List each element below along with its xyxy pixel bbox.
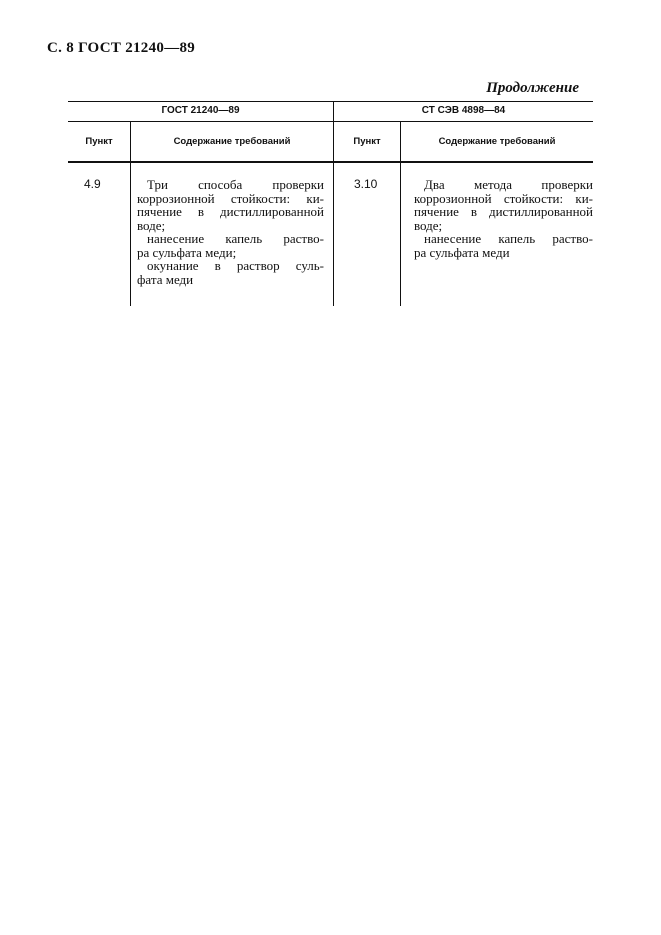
right-point-header: Пункт xyxy=(353,136,381,147)
text-line: коррозионной стойкости: ки- xyxy=(137,190,324,206)
text-line: нанесение капель раство- xyxy=(424,231,593,246)
right-content-header: Содержание требований xyxy=(438,136,556,147)
comparison-table xyxy=(68,101,593,306)
left-content-header: Содержание требований xyxy=(173,136,291,147)
left-standard-title: ГОСТ 21240—89 xyxy=(161,105,240,116)
page-header: С. 8 ГОСТ 21240—89 xyxy=(47,40,196,56)
continuation-label: Продолжение xyxy=(486,80,579,96)
text-line: воде; xyxy=(137,217,166,233)
right-point-value: 3.10 xyxy=(354,177,378,191)
left-point-value: 4.9 xyxy=(84,177,101,191)
text-line: окунание в раствор суль- xyxy=(147,258,324,273)
text-line: пячение в дистиллированной xyxy=(414,204,593,219)
text-line: Три способа проверки xyxy=(147,177,324,192)
right-standard-title: СТ СЭВ 4898—84 xyxy=(421,105,506,116)
table-top-rule xyxy=(68,101,593,102)
group-header-rule xyxy=(68,121,593,122)
left-point-header: Пункт xyxy=(85,136,113,147)
left-requirement-text xyxy=(137,178,324,286)
text-line: фата меди xyxy=(137,271,194,287)
text-line: нанесение капель раство- xyxy=(147,231,324,246)
right-requirement-text xyxy=(414,178,593,259)
text-line: воде; xyxy=(414,217,443,233)
text-line: ра сульфата меди; xyxy=(137,244,237,260)
column-header-rule xyxy=(68,161,593,163)
text-line: Два метода проверки xyxy=(424,177,593,192)
text-line: ра сульфата меди xyxy=(414,244,510,260)
text-line: коррозионной стойкости: ки- xyxy=(414,190,593,206)
text-line: пячение в дистиллированной xyxy=(137,204,324,219)
divider-standards xyxy=(333,101,334,306)
